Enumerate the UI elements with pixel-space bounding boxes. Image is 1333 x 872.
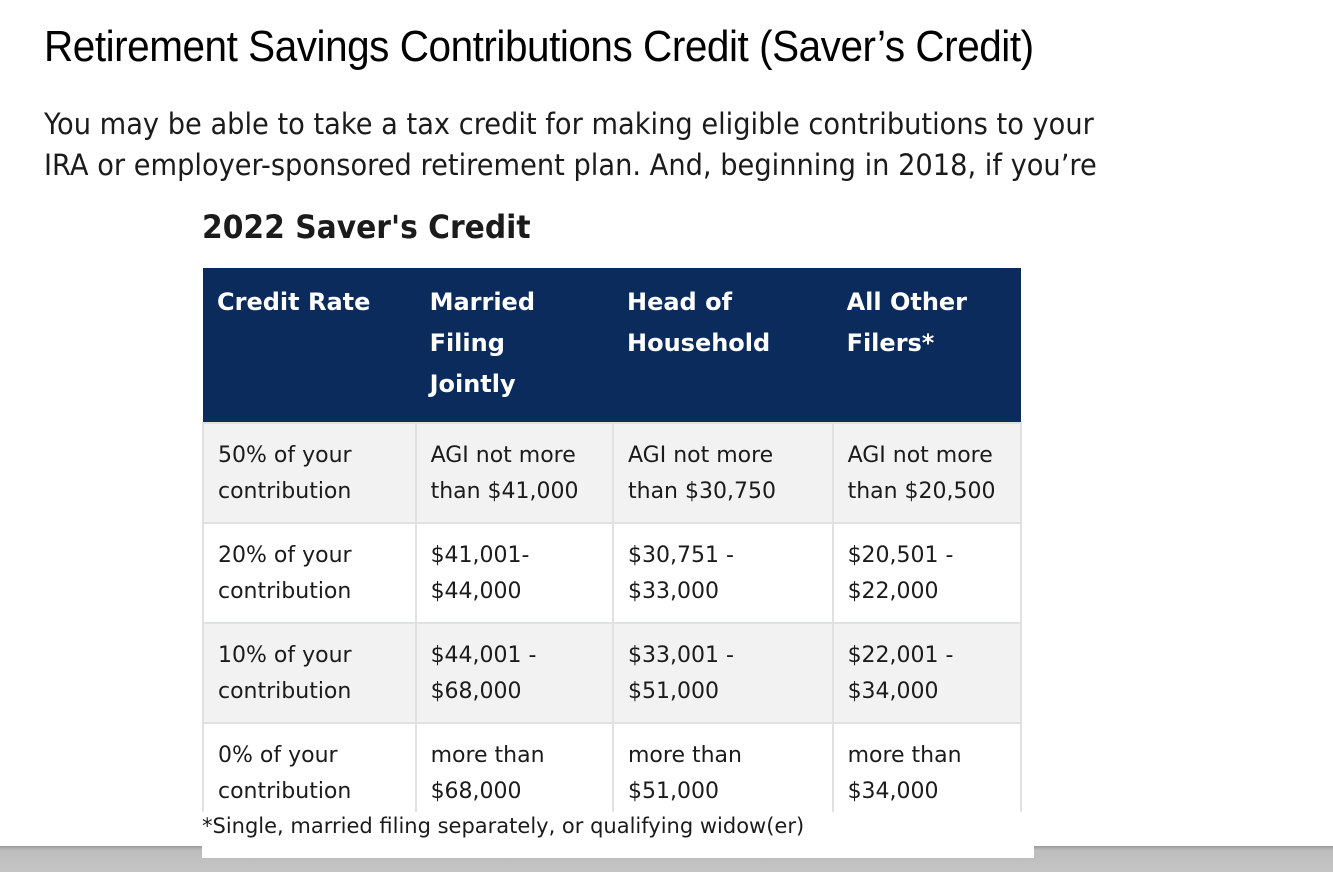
cell-head-of-household: more than $51,000 [613, 723, 833, 823]
cell-married-filing-jointly: AGI not more than $41,000 [416, 423, 613, 523]
table-row [203, 523, 1021, 623]
slide-title: Retirement Savings Contributions Credit (Saver’s Credit) [44, 22, 1034, 71]
cell-all-other-filers: $20,501 - $22,000 [833, 523, 1021, 623]
cell-all-other-filers: $22,001 - $34,000 [833, 623, 1021, 723]
header-head-of-household: Head of Household [613, 268, 833, 423]
cell-all-other-filers: more than $34,000 [833, 723, 1021, 823]
cell-head-of-household: $33,001 - $51,000 [613, 623, 833, 723]
intro-line: IRA or employer-sponsored retirement plan. And, beginning in 2018, if you’re [44, 148, 1097, 182]
table-row [203, 723, 1021, 823]
cell-married-filing-jointly: more than $68,000 [416, 723, 613, 823]
header-all-other-filers: All Other Filers* [833, 268, 1021, 423]
intro-line: You may be able to take a tax credit for making eligible contributions to your [44, 107, 1094, 141]
cell-credit-rate: 50% of your contribution [203, 423, 416, 523]
cell-married-filing-jointly: $41,001- $44,000 [416, 523, 613, 623]
header-credit-rate: Credit Rate [203, 268, 416, 423]
cell-credit-rate: 20% of your contribution [203, 523, 416, 623]
table-footnote: *Single, married filing separately, or qualifying widow(er) [202, 812, 1034, 858]
cell-married-filing-jointly: $44,001 - $68,000 [416, 623, 613, 723]
table-title: 2022 Saver's Credit [202, 208, 531, 246]
cell-credit-rate: 10% of your contribution [203, 623, 416, 723]
cell-all-other-filers: AGI not more than $20,500 [833, 423, 1021, 523]
intro-paragraph [44, 104, 1097, 186]
table-header-row [203, 268, 1021, 423]
cell-head-of-household: $30,751 - $33,000 [613, 523, 833, 623]
cell-credit-rate: 0% of your contribution [203, 723, 416, 823]
savers-credit-table [202, 268, 1022, 824]
header-married-filing-jointly: Married Filing Jointly [416, 268, 613, 423]
table-row [203, 423, 1021, 523]
cell-head-of-household: AGI not more than $30,750 [613, 423, 833, 523]
table-row [203, 623, 1021, 723]
